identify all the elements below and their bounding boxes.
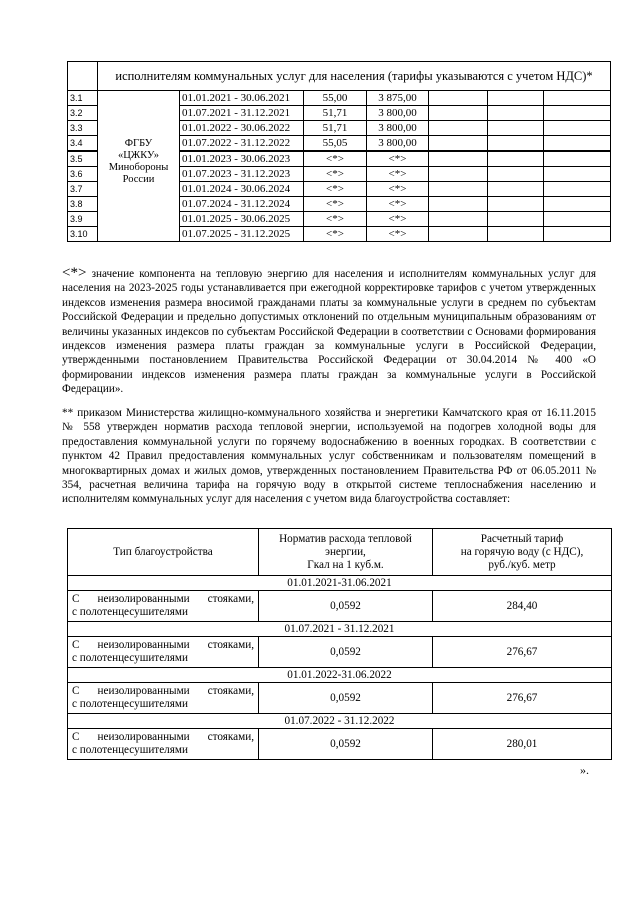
column-header-tariff <box>433 529 612 576</box>
improvement-type-line: С неизолированными стояками, <box>72 593 254 605</box>
header-empty-cell <box>68 62 98 91</box>
tariff-cell: 284,40 <box>433 591 612 622</box>
organization-line: «ЦЖКУ» <box>117 150 160 161</box>
empty-cell <box>544 167 611 182</box>
value1-cell: 51,71 <box>304 106 367 121</box>
period-cell: 01.07.2023 - 31.12.2023 <box>180 167 304 182</box>
norm-cell: 0,0592 <box>259 683 433 714</box>
tariff-cell: 276,67 <box>433 637 612 668</box>
improvement-type-line: с полотенцесушителями <box>72 744 188 756</box>
column-header-line: Расчетный тариф <box>480 532 564 545</box>
row-number: 3.6 <box>68 167 98 182</box>
improvement-type-cell <box>68 683 259 714</box>
tariff-table <box>67 61 611 242</box>
empty-cell <box>488 106 544 121</box>
column-header-line: руб./куб. метр <box>488 558 556 571</box>
value2-cell: 3 800,00 <box>367 106 429 121</box>
empty-cell <box>488 121 544 136</box>
empty-cell <box>488 227 544 242</box>
improvement-type-cell <box>68 637 259 668</box>
column-header-type: Тип благоустройства <box>68 529 259 576</box>
tariff-table-header-row <box>68 62 611 91</box>
organization-line: Минобороны <box>108 162 169 173</box>
value2-cell: <*> <box>367 227 429 242</box>
tariff-cell: 276,67 <box>433 683 612 714</box>
period-cell: 01.01.2023 - 30.06.2023 <box>180 151 304 167</box>
norm-cell: 0,0592 <box>259 637 433 668</box>
value1-cell: 55,00 <box>304 91 367 106</box>
period-cell: 01.01.2025 - 30.06.2025 <box>180 212 304 227</box>
improvement-type-line: с полотенцесушителями <box>72 698 188 710</box>
tariff-table-header: исполнителям коммунальных услуг для населения (тарифы указываются с учетом НДС)* <box>98 62 611 91</box>
norm-cell: 0,0592 <box>259 591 433 622</box>
empty-cell <box>544 106 611 121</box>
empty-cell <box>488 91 544 106</box>
column-header-line: Гкал на 1 куб.м. <box>307 558 384 571</box>
empty-cell <box>429 197 488 212</box>
period-row <box>68 622 612 637</box>
value2-cell: <*> <box>367 197 429 212</box>
empty-cell <box>544 136 611 152</box>
empty-cell <box>488 182 544 197</box>
improvement-type-cell <box>68 591 259 622</box>
empty-cell <box>544 197 611 212</box>
period-label: 01.01.2022-31.06.2022 <box>68 668 612 683</box>
empty-cell <box>488 212 544 227</box>
improvement-type-cell <box>68 729 259 760</box>
row-number: 3.1 <box>68 91 98 106</box>
row-number: 3.9 <box>68 212 98 227</box>
value2-cell: 3 875,00 <box>367 91 429 106</box>
period-label: 01.07.2022 - 31.12.2022 <box>68 714 612 729</box>
period-cell: 01.07.2021 - 31.12.2021 <box>180 106 304 121</box>
table-row <box>68 591 612 622</box>
empty-cell <box>429 167 488 182</box>
column-header-norm <box>259 529 433 576</box>
empty-cell <box>488 197 544 212</box>
empty-cell <box>429 121 488 136</box>
empty-cell <box>429 106 488 121</box>
tariff-cell: 280,01 <box>433 729 612 760</box>
row-number: 3.3 <box>68 121 98 136</box>
empty-cell <box>429 151 488 167</box>
table-row <box>68 91 611 106</box>
period-row <box>68 668 612 683</box>
value2-cell: <*> <box>367 212 429 227</box>
period-cell: 01.01.2022 - 30.06.2022 <box>180 121 304 136</box>
empty-cell <box>544 151 611 167</box>
table-row <box>68 729 612 760</box>
value1-cell: <*> <box>304 151 367 167</box>
value2-cell: <*> <box>367 167 429 182</box>
value1-cell: <*> <box>304 167 367 182</box>
row-number: 3.8 <box>68 197 98 212</box>
period-label: 01.07.2021 - 31.12.2021 <box>68 622 612 637</box>
empty-cell <box>429 212 488 227</box>
closing-quote: ». <box>580 763 589 777</box>
improvement-type-line: с полотенцесушителями <box>72 606 188 618</box>
hot-water-tariff-table <box>67 528 612 760</box>
improvement-type-line: С неизолированными стояками, <box>72 639 254 651</box>
footnote-double-star: ** приказом Министерства жилищно-коммунального хозяйства и энергетики Камчатского края от 16.11.2015 № 558 утвержден норматив расхода тепловой энергии, используемой на подогрев холодной воды для предоставления коммунальной услуги по горячему водоснабжению в военных городках. В соответствии с пунктом 42 Правил предоставления коммунальных услуг собственникам и пользователям помещений в многоквартирных домах и жилых домов, утвержденных постановлением Правительства РФ от 06.05.2011 № 354, расчетная величина тарифа на горячую воду в открытой системе теплоснабжения населению и исполнителям коммунальных услуг для населения с учетом вида благоустройства составляет: <box>62 407 596 506</box>
value1-cell: <*> <box>304 182 367 197</box>
period-cell: 01.07.2022 - 31.12.2022 <box>180 136 304 152</box>
period-row <box>68 714 612 729</box>
value1-cell: 51,71 <box>304 121 367 136</box>
period-cell: 01.01.2021 - 30.06.2021 <box>180 91 304 106</box>
period-label: 01.01.2021-31.06.2021 <box>68 576 612 591</box>
empty-cell <box>544 121 611 136</box>
column-header-line: Норматив расхода тепловой <box>279 532 412 545</box>
empty-cell <box>488 167 544 182</box>
improvement-type-line: С неизолированными стояками, <box>72 685 254 697</box>
empty-cell <box>429 182 488 197</box>
row-number: 3.2 <box>68 106 98 121</box>
row-number: 3.10 <box>68 227 98 242</box>
value1-cell: <*> <box>304 212 367 227</box>
value2-cell: 3 800,00 <box>367 121 429 136</box>
value1-cell: 55,05 <box>304 136 367 152</box>
empty-cell <box>429 136 488 152</box>
empty-cell <box>544 182 611 197</box>
improvement-type-line: с полотенцесушителями <box>72 652 188 664</box>
empty-cell <box>488 151 544 167</box>
row-number: 3.4 <box>68 136 98 152</box>
organization-line: ФГБУ <box>124 138 153 149</box>
hot-water-table-header <box>68 529 612 576</box>
empty-cell <box>544 91 611 106</box>
empty-cell <box>429 227 488 242</box>
empty-cell <box>544 212 611 227</box>
table-row <box>68 683 612 714</box>
period-cell: 01.07.2025 - 31.12.2025 <box>180 227 304 242</box>
organization-cell <box>98 91 180 242</box>
value1-cell: <*> <box>304 197 367 212</box>
empty-cell <box>488 136 544 152</box>
period-row <box>68 576 612 591</box>
period-cell: 01.01.2024 - 30.06.2024 <box>180 182 304 197</box>
column-header-line: на горячую воду (с НДС), <box>460 545 584 558</box>
value2-cell: <*> <box>367 182 429 197</box>
value2-cell: <*> <box>367 151 429 167</box>
row-number: 3.5 <box>68 151 98 167</box>
footnote-single-star <box>62 266 596 397</box>
norm-cell: 0,0592 <box>259 729 433 760</box>
improvement-type-line: С неизолированными стояками, <box>72 731 254 743</box>
empty-cell <box>544 227 611 242</box>
value2-cell: 3 800,00 <box>367 136 429 152</box>
footnote-text: значение компонента на тепловую энергию для населения и исполнителям коммунальных услуг для населения на 2023-2025 годы устанавливается при ежегодной корректировке тарифов с учетом утвержденных индексов изменения размера вносимой гражданами платы за коммунальные услуги в среднем по субъектам Российской Федерации и предельно допустимых отклонений по отдельным муниципальным образованиям от величины указанных индексов по субъектам Российской Федерации в соответствии с Основами формирования индексов изменения размера платы граждан за коммунальные услуги в Российской Федерации, утвержденными постановлением Правительства Российской Федерации от 30.04.2014 № 400 «О формировании индексов изменения размера платы граждан за коммунальные услуги в Российской Федерации». <box>62 268 596 396</box>
empty-cell <box>429 91 488 106</box>
column-header-line: энергии, <box>325 545 366 558</box>
table-row <box>68 637 612 668</box>
organization-line: России <box>122 174 155 185</box>
footnote-mark: <*> <box>62 265 87 281</box>
value1-cell: <*> <box>304 227 367 242</box>
row-number: 3.7 <box>68 182 98 197</box>
period-cell: 01.07.2024 - 31.12.2024 <box>180 197 304 212</box>
